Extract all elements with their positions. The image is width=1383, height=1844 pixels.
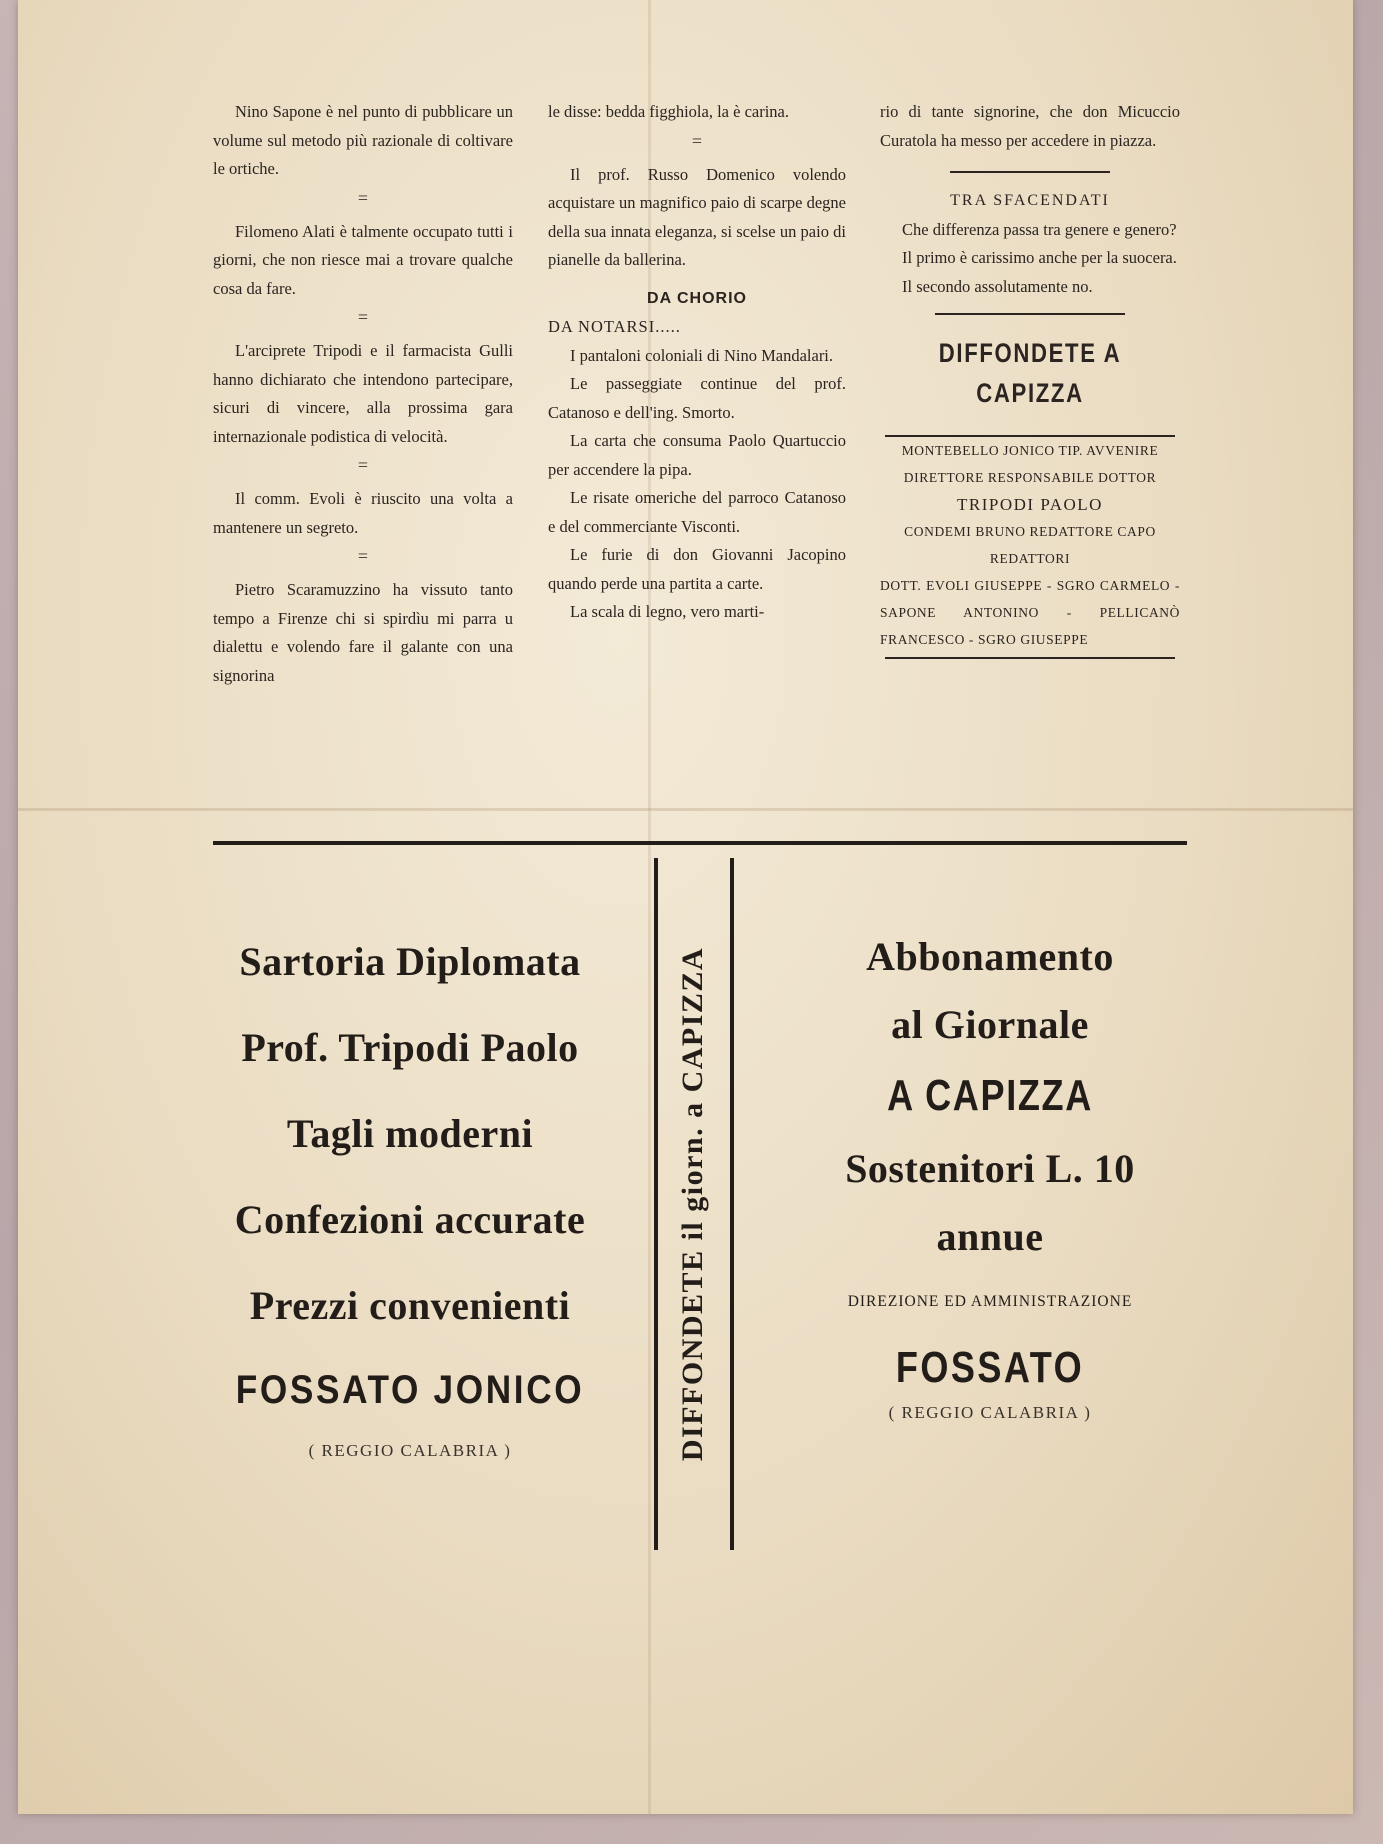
ad-place: FOSSATO JONICO	[235, 1368, 585, 1412]
ad-line: Tagli moderni	[286, 1111, 534, 1156]
imprint-director-label: DIRETTORE RESPONSABILE DOTTOR	[903, 470, 1157, 485]
joke-line: Che differenza passa tra genere e genero?	[902, 219, 1177, 239]
list-item: Le passeggiate continue del prof. Catanoso e dell'ing. Smorto.	[548, 374, 846, 422]
advertisement-abbonamento	[770, 935, 1210, 1423]
paragraph-comm-evoli: Il comm. Evoli è riuscito una volta a mantenere un segreto.	[213, 489, 513, 537]
ad-line: Confezioni accurate	[234, 1197, 586, 1242]
ad-line: al Giornale	[891, 1002, 1089, 1047]
ad-town: FOSSATO	[895, 1343, 1085, 1392]
ad-line: Sostenitori L. 10	[845, 1146, 1135, 1191]
ad-line: Abbonamento	[866, 934, 1114, 979]
ad-line: Sartoria Diplomata	[239, 939, 581, 984]
joke-line: Il secondo assolutamente no.	[902, 276, 1093, 296]
separator: =	[691, 130, 703, 151]
section-subheading-da-notarsi: DA NOTARSI.....	[548, 317, 681, 336]
imprint	[880, 437, 1180, 653]
paragraph-arciprete-tripodi: L'arciprete Tripodi e il farmacista Gulli hanno dichiarato che intendono partecipare, sicuri di vincere, alla prossima gara internazionale podistica di velocità.	[213, 341, 513, 446]
separator: =	[357, 546, 369, 566]
ad-region: ( REGGIO CALABRIA )	[308, 1441, 512, 1460]
vertical-banner: DIFFONDETE il giorn. a CAPIZZA	[676, 946, 709, 1462]
ad-line: annue	[936, 1214, 1044, 1259]
imprint-chief-editor: CONDEMI BRUNO REDATTORE CAPO	[904, 524, 1156, 539]
ad-region: ( REGGIO CALABRIA )	[888, 1403, 1092, 1422]
separator: =	[357, 307, 369, 327]
stamp-diffondete: DIFFONDETE A CAPIZZA	[938, 338, 1122, 408]
list-item: La carta che consuma Paolo Quartuccio per accendere la pipa.	[548, 431, 846, 479]
ad-line: Prof. Tripodi Paolo	[241, 1025, 579, 1070]
ad-direzione: DIREZIONE ED AMMINISTRAZIONE	[847, 1293, 1133, 1310]
divider	[935, 313, 1125, 315]
separator: =	[357, 455, 369, 475]
list-item: Le risate omeriche del parroco Catanoso e del commerciante Visconti.	[548, 488, 846, 536]
fold-crease-horizontal	[18, 808, 1353, 811]
paragraph-prof-russo: Il prof. Russo Domenico volendo acquistare un magnifico paio di scarpe degne della sua innata eleganza, si scelse un paio di pianelle da ballerina.	[548, 164, 846, 269]
section-heading-da-chorio: DA CHORIO	[647, 289, 747, 307]
paragraph-continuation: rio di tante signorine, che don Micuccio Curatola ha messo per accedere in piazza.	[880, 102, 1180, 150]
imprint-editors-label: REDATTORI	[989, 551, 1071, 566]
separator: =	[357, 187, 369, 208]
imprint-printer: MONTEBELLO JONICO TIP. AVVENIRE	[901, 443, 1159, 458]
divider	[950, 171, 1110, 173]
paragraph-pietro-scaramuzzino: Pietro Scaramuzzino ha vissuto tanto tempo a Firenze chi si spirdìu mi parra u dialettu e volendo fare il galante con una signorina	[213, 580, 513, 685]
joke-line: Il primo è carissimo anche per la suocera.	[902, 248, 1177, 267]
ad-line: Prezzi convenienti	[249, 1283, 571, 1328]
advertisement-sartoria	[190, 940, 630, 1461]
ad-newspaper-name: A CAPIZZA	[887, 1071, 1093, 1120]
main-horizontal-rule	[213, 841, 1187, 845]
paragraph-filomeno-alati: Filomeno Alati è talmente occupato tutti i giorni, che non riesce mai a trovare qualche cosa da fare.	[213, 221, 513, 298]
paragraph-nino-sapone: Nino Sapone è nel punto di pubblicare un volume sul metodo più razionale di coltivare le ortiche.	[213, 102, 513, 178]
paragraph-continuation: le disse: bedda figghiola, la è carina.	[548, 102, 789, 121]
divider	[885, 657, 1175, 659]
imprint-director-name: TRIPODI PAOLO	[957, 495, 1103, 514]
section-heading-tra-sfacendati: TRA SFACENDATI	[950, 192, 1110, 209]
imprint-editors-list: DOTT. EVOLI GIUSEPPE - SGRO CARMELO - SAPONE ANTONINO - PELLICANÒ FRANCESCO - SGRO GIUSEPPE	[880, 578, 1180, 647]
column-2	[548, 98, 846, 627]
vertical-rule-right	[730, 858, 734, 1550]
column-1	[213, 98, 513, 690]
list-item: I pantaloni coloniali di Nino Mandalari.	[570, 345, 834, 365]
vertical-rule-left	[654, 858, 658, 1550]
column-3	[880, 98, 1180, 659]
list-item: Le furie di don Giovanni Jacopino quando perde una partita a carte.	[548, 545, 846, 593]
list-item: La scala di legno, vero marti-	[570, 602, 765, 621]
